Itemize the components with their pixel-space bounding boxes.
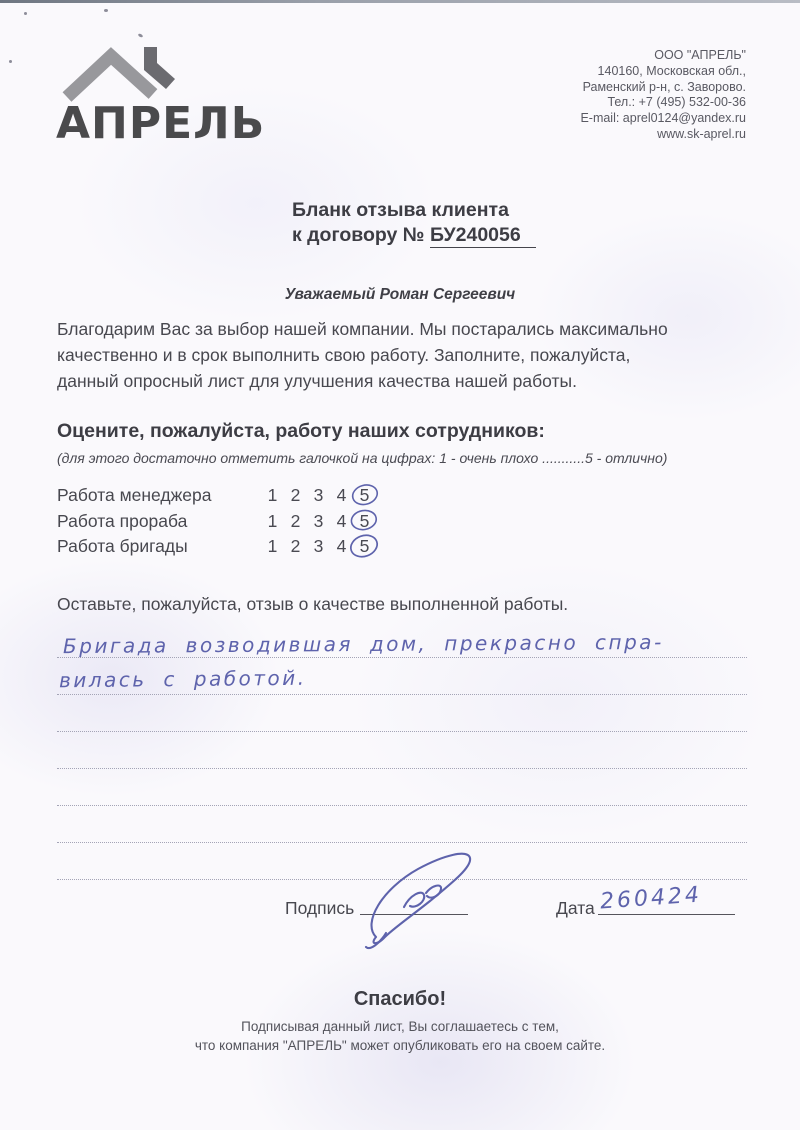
date-line [598,914,735,915]
handwritten-review-line2: вилась с работой. [58,665,307,693]
rating-scale [265,485,380,506]
handwritten-date: 260424 [599,882,703,915]
rating-value-1: 1 [267,510,278,531]
rating-note: (для этого достаточно отметить галочкой на цифрах: 1 - очень плохо ...........5 - отлично) [57,450,668,466]
consent-text [0,1018,800,1055]
rating-scale [265,511,380,532]
greeting: Уважаемый Роман Сергеевич [284,286,516,303]
contact-line-email: E-mail: aprel0124@yandex.ru [580,111,746,126]
rating-value-3: 3 [313,510,324,531]
scan-speck [104,9,108,12]
form-title-line2 [292,223,536,248]
review-writing-line [57,806,747,843]
rating-value-4: 4 [336,536,347,557]
rating-value-4: 4 [336,485,347,506]
signature-label: Подпись [285,898,355,918]
rating-value-5-text: 5 [359,536,370,557]
rating-row-label: Работа прораба [57,510,188,531]
rating-value-3: 3 [313,485,324,506]
rating-value-5-selected [357,485,372,506]
review-prompt: Оставьте, пожалуйста, отзыв о качестве выполненной работы. [57,594,569,614]
intro-line: Благодарим Вас за выбор нашей компании. Мы постарались максимально [57,319,668,339]
roof-icon [60,40,180,102]
rating-value-1: 1 [267,485,278,506]
consent-line2: что компания "АПРЕЛЬ" может опубликовать его на своем сайте. [194,1037,606,1053]
intro-line: данный опросный лист для улучшения качества нашей работы. [57,370,577,391]
review-writing-line [57,621,747,658]
handwritten-review-line1: Бригада возводившая дом, прекрасно спра- [62,629,664,659]
rating-row-label: Работа менеджера [57,485,212,506]
rating-value-2: 2 [290,510,301,531]
rating-heading: Оцените, пожалуйста, работу наших сотрудников: [57,420,545,442]
scan-speck [138,33,144,38]
footer [0,988,800,1055]
contract-prefix: к договору № [292,223,425,246]
scan-edge-artifact [0,0,800,3]
review-writing-line [57,732,747,769]
form-title [292,198,536,247]
contact-line-website: www.sk-aprel.ru [657,126,746,141]
rating-value-2: 2 [290,536,301,557]
rating-scale [265,536,380,557]
rating-value-1: 1 [267,536,278,557]
review-section [57,594,747,880]
company-contact-block [580,40,746,146]
header [56,40,746,149]
review-writing-line [57,769,747,806]
rating-value-3: 3 [313,536,324,557]
contact-line-phone: Тел.: +7 (495) 532-00-36 [607,95,746,110]
thanks-text: Спасибо! [353,988,447,1010]
rating-rows [57,483,380,560]
intro-line: качественно и в срок выполнить свою работу. Заполните, пожалуйста, [57,344,631,365]
date-label: Дата [556,898,595,918]
rating-row-foreman [57,509,380,535]
contact-line-postal: 140160, Московская обл., [597,63,746,78]
rating-value-5-selected [357,536,372,557]
rating-value-2: 2 [290,485,301,506]
review-writing-line [57,658,747,695]
contract-number: БУ240056 [430,224,536,248]
company-logo-text: АПРЕЛЬ [56,98,266,149]
contact-line-address: Раменский р-н, с. Заворово. [582,79,746,94]
company-logo [56,40,296,149]
scan-speck [24,12,27,15]
rating-row-label: Работа бригады [57,536,188,557]
consent-line1: Подписывая данный лист, Вы соглашаетесь с тем, [241,1019,559,1034]
handwritten-signature [352,845,484,953]
rating-value-5-text: 5 [359,485,370,506]
review-writing-line [57,695,747,732]
scan-speck [9,60,12,63]
intro-paragraph [57,317,757,394]
rating-row-manager [57,483,380,509]
form-title-line1: Бланк отзыва клиента [292,199,509,221]
rating-value-5-text: 5 [359,510,370,531]
contact-line-company: ООО "АПРЕЛЬ" [654,48,746,62]
rating-row-crew [57,534,380,560]
rating-value-4: 4 [336,510,347,531]
